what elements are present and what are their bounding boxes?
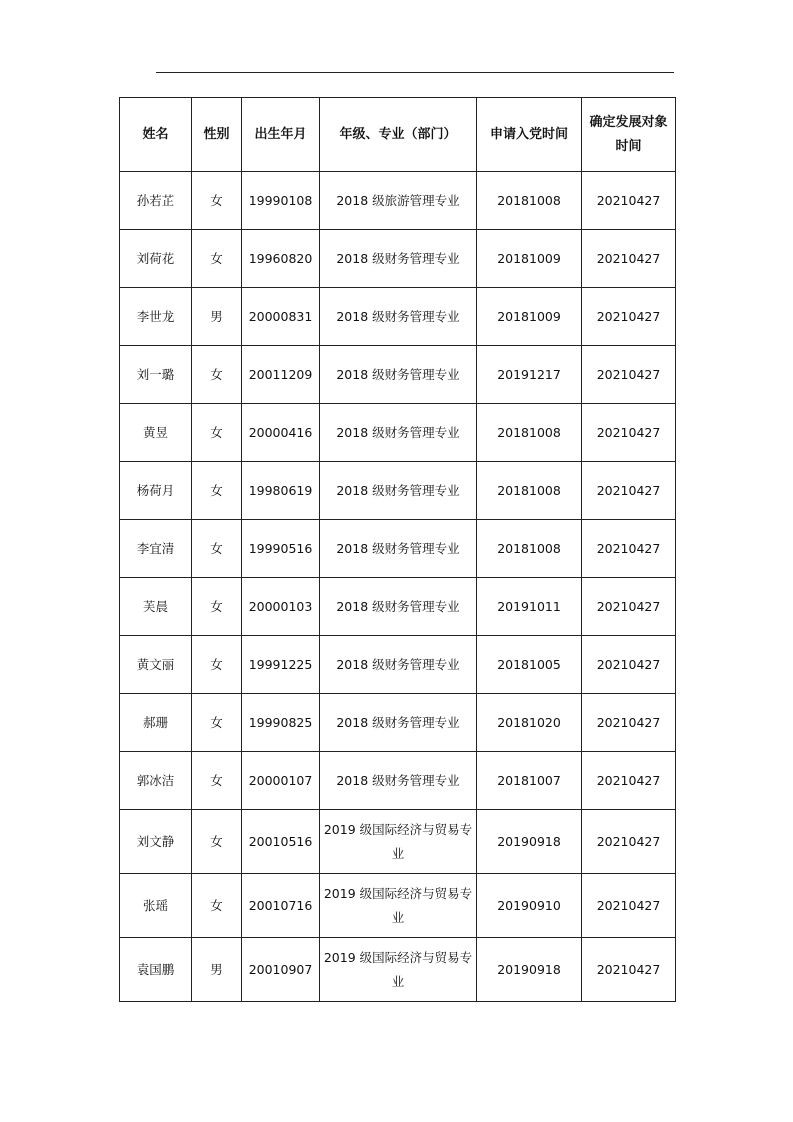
cell-confirm-date: 20210427 xyxy=(582,172,676,230)
cell-apply-date: 20181005 xyxy=(477,636,582,694)
cell-confirm-date: 20210427 xyxy=(582,694,676,752)
cell-confirm-date: 20210427 xyxy=(582,938,676,1002)
cell-name: 袁国鹏 xyxy=(120,938,192,1002)
cell-confirm-date: 20210427 xyxy=(582,346,676,404)
cell-confirm-date: 20210427 xyxy=(582,578,676,636)
cell-gender: 女 xyxy=(192,874,242,938)
cell-confirm-date: 20210427 xyxy=(582,230,676,288)
cell-birth: 20000416 xyxy=(242,404,320,462)
cell-confirm-date: 20210427 xyxy=(582,874,676,938)
cell-gender: 女 xyxy=(192,520,242,578)
cell-name: 李宜清 xyxy=(120,520,192,578)
col-header-major: 年级、专业（部门） xyxy=(320,98,477,172)
cell-birth: 20000103 xyxy=(242,578,320,636)
cell-confirm-date: 20210427 xyxy=(582,636,676,694)
cell-apply-date: 20181007 xyxy=(477,752,582,810)
cell-birth: 20000107 xyxy=(242,752,320,810)
cell-name: 刘一璐 xyxy=(120,346,192,404)
cell-confirm-date: 20210427 xyxy=(582,752,676,810)
col-header-apply-date: 申请入党时间 xyxy=(477,98,582,172)
cell-birth: 20010907 xyxy=(242,938,320,1002)
cell-apply-date: 20191217 xyxy=(477,346,582,404)
cell-gender: 女 xyxy=(192,346,242,404)
cell-major: 2018 级财务管理专业 xyxy=(320,636,477,694)
cell-major: 2018 级旅游管理专业 xyxy=(320,172,477,230)
cell-major: 2018 级财务管理专业 xyxy=(320,694,477,752)
cell-name: 郭冰洁 xyxy=(120,752,192,810)
cell-name: 郝珊 xyxy=(120,694,192,752)
table-row xyxy=(120,694,676,752)
cell-gender: 女 xyxy=(192,462,242,520)
cell-major: 2019 级国际经济与贸易专业 xyxy=(320,874,477,938)
cell-apply-date: 20181008 xyxy=(477,462,582,520)
cell-major: 2019 级国际经济与贸易专业 xyxy=(320,938,477,1002)
table-header-row xyxy=(120,98,676,172)
cell-gender: 女 xyxy=(192,752,242,810)
cell-name: 杨荷月 xyxy=(120,462,192,520)
table-row xyxy=(120,404,676,462)
table-row xyxy=(120,172,676,230)
cell-name: 刘荷花 xyxy=(120,230,192,288)
cell-major: 2018 级财务管理专业 xyxy=(320,578,477,636)
table-row xyxy=(120,636,676,694)
cell-name: 张瑶 xyxy=(120,874,192,938)
cell-birth: 20000831 xyxy=(242,288,320,346)
cell-major: 2019 级国际经济与贸易专业 xyxy=(320,810,477,874)
cell-gender: 女 xyxy=(192,810,242,874)
table-row xyxy=(120,288,676,346)
cell-gender: 女 xyxy=(192,636,242,694)
cell-major: 2018 级财务管理专业 xyxy=(320,520,477,578)
cell-gender: 男 xyxy=(192,288,242,346)
cell-confirm-date: 20210427 xyxy=(582,404,676,462)
col-header-confirm-date: 确定发展对象时间 xyxy=(582,98,676,172)
cell-apply-date: 20181008 xyxy=(477,404,582,462)
cell-major: 2018 级财务管理专业 xyxy=(320,404,477,462)
cell-apply-date: 20181020 xyxy=(477,694,582,752)
cell-name: 黄文丽 xyxy=(120,636,192,694)
table-row xyxy=(120,578,676,636)
cell-gender: 女 xyxy=(192,230,242,288)
cell-birth: 20010516 xyxy=(242,810,320,874)
cell-birth: 19990108 xyxy=(242,172,320,230)
cell-apply-date: 20190918 xyxy=(477,938,582,1002)
cell-gender: 女 xyxy=(192,172,242,230)
table-row xyxy=(120,874,676,938)
candidate-table xyxy=(119,97,676,1002)
cell-apply-date: 20181009 xyxy=(477,230,582,288)
cell-birth: 19980619 xyxy=(242,462,320,520)
cell-confirm-date: 20210427 xyxy=(582,288,676,346)
cell-confirm-date: 20210427 xyxy=(582,520,676,578)
table-row xyxy=(120,462,676,520)
table-row xyxy=(120,520,676,578)
cell-birth: 19990516 xyxy=(242,520,320,578)
cell-confirm-date: 20210427 xyxy=(582,810,676,874)
cell-birth: 20010716 xyxy=(242,874,320,938)
cell-apply-date: 20190918 xyxy=(477,810,582,874)
table-row xyxy=(120,346,676,404)
cell-gender: 女 xyxy=(192,694,242,752)
cell-apply-date: 20181008 xyxy=(477,172,582,230)
cell-name: 李世龙 xyxy=(120,288,192,346)
cell-birth: 19960820 xyxy=(242,230,320,288)
table-row xyxy=(120,938,676,1002)
cell-major: 2018 级财务管理专业 xyxy=(320,462,477,520)
cell-gender: 女 xyxy=(192,578,242,636)
cell-apply-date: 20181008 xyxy=(477,520,582,578)
cell-name: 黄昱 xyxy=(120,404,192,462)
table-row xyxy=(120,752,676,810)
cell-gender: 男 xyxy=(192,938,242,1002)
cell-name: 孙若芷 xyxy=(120,172,192,230)
cell-major: 2018 级财务管理专业 xyxy=(320,288,477,346)
cell-name: 刘文静 xyxy=(120,810,192,874)
col-header-name: 姓名 xyxy=(120,98,192,172)
cell-gender: 女 xyxy=(192,404,242,462)
cell-major: 2018 级财务管理专业 xyxy=(320,346,477,404)
cell-birth: 20011209 xyxy=(242,346,320,404)
cell-birth: 19990825 xyxy=(242,694,320,752)
table-row xyxy=(120,230,676,288)
cell-name: 芙晨 xyxy=(120,578,192,636)
cell-confirm-date: 20210427 xyxy=(582,462,676,520)
cell-major: 2018 级财务管理专业 xyxy=(320,230,477,288)
table-row xyxy=(120,810,676,874)
cell-apply-date: 20191011 xyxy=(477,578,582,636)
col-header-birth: 出生年月 xyxy=(242,98,320,172)
header-rule xyxy=(156,72,674,73)
cell-birth: 19991225 xyxy=(242,636,320,694)
cell-apply-date: 20181009 xyxy=(477,288,582,346)
cell-apply-date: 20190910 xyxy=(477,874,582,938)
col-header-gender: 性别 xyxy=(192,98,242,172)
cell-major: 2018 级财务管理专业 xyxy=(320,752,477,810)
